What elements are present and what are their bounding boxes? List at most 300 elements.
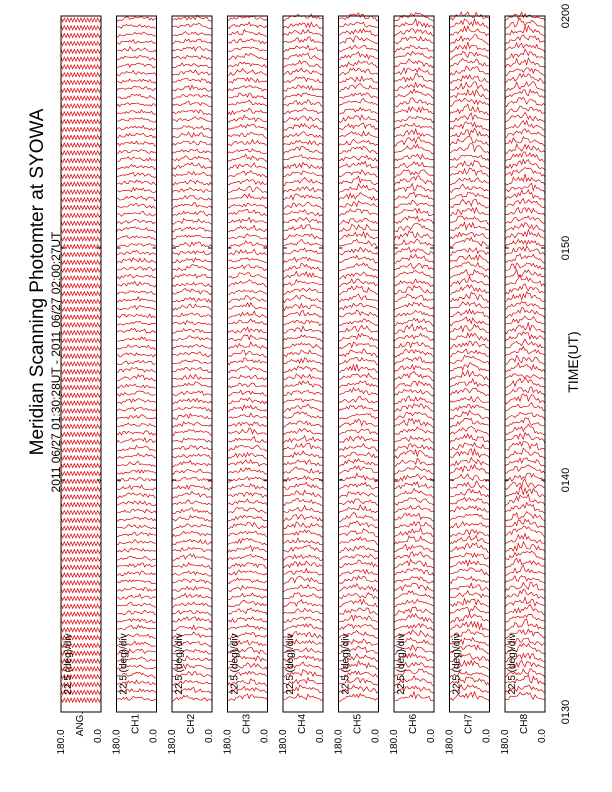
scan-trace: [339, 624, 379, 631]
scan-trace: [172, 110, 212, 115]
scan-trace: [117, 274, 157, 279]
scan-trace: [117, 423, 157, 427]
scan-trace: [228, 179, 268, 184]
scan-trace: [117, 118, 157, 123]
scan-trace: [339, 36, 379, 44]
scale-label: 22.5 (deg)/div: [229, 633, 241, 695]
scan-trace: [228, 413, 268, 419]
scan-trace: [394, 170, 434, 178]
scan-trace: [505, 174, 545, 185]
scan-trace: [172, 265, 212, 272]
scan-trace: [172, 430, 212, 436]
scan-trace: [505, 558, 545, 567]
scan-trace: [339, 93, 379, 100]
scan-trace: [339, 599, 379, 607]
scan-trace: [228, 428, 268, 434]
scan-trace: [61, 698, 101, 702]
scan-trace: [450, 309, 490, 319]
scan-trace: [394, 488, 434, 497]
channel-label: CH5: [352, 713, 364, 735]
scan-trace: [117, 353, 157, 357]
scan-trace: [283, 412, 323, 418]
scan-trace: [117, 509, 157, 513]
scan-trace: [450, 26, 490, 36]
scan-trace: [450, 104, 490, 115]
scan-trace: [394, 123, 434, 130]
scan-trace: [450, 622, 490, 631]
trace-group: [283, 14, 323, 700]
scan-trace: [283, 310, 323, 317]
scan-trace: [61, 174, 101, 178]
scan-trace: [283, 490, 323, 497]
scan-trace: [117, 321, 157, 325]
scan-trace: [117, 32, 157, 37]
scan-trace: [61, 370, 101, 374]
scan-trace: [505, 576, 545, 584]
scan-trace: [228, 600, 268, 607]
scan-trace: [450, 155, 490, 162]
scan-trace: [228, 445, 268, 451]
scan-trace: [505, 199, 545, 208]
scan-trace: [339, 333, 379, 342]
scan-trace: [394, 474, 434, 482]
scan-trace: [228, 218, 268, 223]
scan-trace: [339, 224, 379, 231]
scan-trace: [505, 347, 545, 357]
scan-trace: [172, 485, 212, 490]
scale-label: 22.5 (deg)/div: [507, 633, 518, 695]
scan-trace: [117, 610, 157, 615]
scan-trace: [172, 242, 212, 247]
scan-trace: [61, 339, 101, 343]
scan-trace: [339, 139, 379, 146]
x-tick-label: 0130: [560, 699, 572, 725]
scan-trace: [283, 45, 323, 52]
scan-trace: [505, 551, 545, 560]
scan-trace: [228, 203, 268, 208]
scan-trace: [117, 103, 157, 107]
scan-trace: [117, 110, 157, 115]
scan-trace: [61, 49, 101, 53]
x-axis-label: TIME(UT): [565, 331, 581, 393]
scan-trace: [172, 297, 212, 302]
scan-trace: [172, 163, 212, 170]
scan-trace: [394, 419, 434, 428]
channel-label: ANG.: [75, 711, 86, 737]
scan-trace: [172, 360, 212, 364]
scan-trace: [172, 39, 212, 45]
scan-trace: [172, 94, 212, 99]
scan-trace: [61, 143, 101, 147]
scan-trace: [61, 73, 101, 77]
panel-ch7: [445, 12, 493, 755]
scan-trace: [61, 401, 101, 405]
scan-trace: [228, 531, 268, 537]
scan-trace: [505, 58, 545, 68]
scan-trace: [450, 317, 490, 326]
scan-trace: [61, 88, 101, 92]
scan-trace: [228, 375, 268, 380]
scan-trace: [450, 208, 490, 217]
scan-trace: [228, 492, 268, 497]
channel-label: CH8: [519, 713, 530, 735]
scan-trace: [505, 97, 545, 107]
scan-trace: [283, 399, 323, 404]
scan-trace: [172, 617, 212, 623]
scan-trace: [505, 190, 545, 201]
scan-trace: [339, 319, 379, 326]
scan-trace: [505, 442, 545, 451]
scan-trace: [61, 300, 101, 304]
scan-trace: [450, 59, 490, 68]
scan-trace: [505, 374, 545, 380]
scan-trace: [339, 325, 379, 333]
scan-trace: [394, 498, 434, 506]
scan-trace: [339, 45, 379, 51]
scan-trace: [117, 235, 157, 239]
scan-trace: [450, 443, 490, 451]
scan-trace: [228, 453, 268, 459]
scan-trace: [450, 82, 490, 92]
scan-trace: [61, 315, 101, 319]
scan-trace: [283, 460, 323, 466]
scan-trace: [117, 493, 157, 498]
scan-trace: [117, 603, 157, 607]
scan-trace: [339, 161, 379, 170]
scan-trace: [172, 579, 212, 584]
scan-trace: [505, 302, 545, 310]
scan-trace: [61, 135, 101, 139]
scan-trace: [394, 154, 434, 161]
y-tick-max: 180.0: [333, 729, 345, 755]
scan-trace: [61, 503, 101, 507]
scan-trace: [228, 499, 268, 506]
scan-trace: [228, 265, 268, 271]
scale-label: 22.5 (deg)/div: [451, 633, 463, 695]
scan-trace: [450, 458, 490, 466]
scan-trace: [61, 26, 101, 30]
scan-trace: [117, 196, 157, 201]
scan-trace: [450, 481, 490, 490]
scan-trace: [339, 22, 379, 27]
scan-trace: [117, 24, 157, 29]
scan-trace: [505, 183, 545, 193]
scan-trace: [283, 404, 323, 412]
scan-trace: [61, 190, 101, 194]
scan-trace: [505, 292, 545, 302]
scan-trace: [61, 511, 101, 515]
scan-trace: [61, 182, 101, 186]
scan-trace: [117, 625, 157, 630]
panel-frame: [117, 16, 157, 712]
scan-trace: [450, 363, 490, 372]
scan-trace: [394, 536, 434, 545]
scan-trace: [228, 290, 268, 295]
scan-trace: [61, 237, 101, 241]
scan-trace: [450, 514, 490, 520]
scan-trace: [117, 563, 157, 568]
panel-frame: [283, 16, 323, 712]
scan-trace: [228, 194, 268, 200]
scan-trace: [172, 547, 212, 552]
scan-trace: [228, 124, 268, 130]
scan-trace: [61, 65, 101, 69]
scan-trace: [450, 285, 490, 295]
scan-trace: [339, 256, 379, 264]
panel-ch2: [167, 15, 215, 755]
scan-trace: [117, 594, 157, 599]
scan-trace: [450, 543, 490, 553]
trace-group: [339, 13, 379, 701]
scan-trace: [339, 615, 379, 623]
scan-trace: [339, 576, 379, 584]
scan-trace: [117, 367, 157, 372]
scan-trace: [339, 505, 379, 514]
scan-trace: [172, 70, 212, 75]
scan-trace: [117, 40, 157, 45]
scan-trace: [505, 316, 545, 324]
scan-trace: [172, 610, 212, 615]
scan-trace: [117, 219, 157, 224]
scan-trace: [394, 247, 434, 255]
scan-trace: [117, 485, 157, 490]
scan-trace: [228, 358, 268, 365]
scan-trace: [117, 580, 157, 585]
scan-trace: [394, 342, 434, 349]
scan-trace: [61, 276, 101, 280]
scan-trace: [117, 399, 157, 405]
scan-trace: [394, 466, 434, 475]
scan-trace: [172, 461, 212, 467]
scan-trace: [394, 216, 434, 224]
scan-trace: [339, 61, 379, 68]
x-tick-label: 0140: [560, 467, 572, 493]
scale-label: 22.5 (deg)/div: [396, 633, 407, 695]
scan-trace: [61, 440, 101, 444]
scan-trace: [339, 13, 379, 22]
scan-trace: [505, 533, 545, 543]
scan-trace: [61, 159, 101, 163]
scan-trace: [283, 498, 323, 505]
scan-trace: [283, 140, 323, 145]
scan-trace: [172, 117, 212, 122]
scan-trace: [61, 18, 101, 22]
scan-trace: [505, 378, 545, 388]
scan-trace: [339, 209, 379, 216]
scale-label: 22.5 (deg)/div: [174, 633, 185, 695]
scan-trace: [172, 141, 212, 146]
scan-trace: [283, 482, 323, 489]
scan-trace: [283, 132, 323, 139]
scan-trace: [283, 366, 323, 373]
y-tick-max: 180.0: [56, 729, 67, 755]
scan-trace: [61, 346, 101, 350]
chart-subtitle: 2011 06/27 01:30:28UT - 2011 06/27 02:00:27UT: [49, 231, 63, 493]
scan-trace: [339, 560, 379, 568]
scan-trace: [283, 263, 323, 271]
scan-trace: [339, 429, 379, 435]
scan-trace: [283, 530, 323, 537]
scan-trace: [394, 528, 434, 537]
scan-trace: [228, 154, 268, 162]
scan-trace: [172, 563, 212, 569]
scan-trace: [117, 94, 157, 99]
scan-trace: [172, 515, 212, 521]
scan-trace: [450, 427, 490, 436]
scan-trace: [339, 388, 379, 395]
scan-trace: [172, 211, 212, 216]
scan-trace: [339, 115, 379, 123]
scan-trace: [505, 74, 545, 83]
scan-trace: [172, 258, 212, 264]
scan-trace: [117, 187, 157, 193]
scan-trace: [450, 379, 490, 388]
scan-trace: [283, 467, 323, 474]
scan-trace: [505, 90, 545, 100]
scan-trace: [117, 375, 157, 381]
scan-trace: [283, 561, 323, 568]
scan-trace: [61, 393, 101, 397]
scan-trace: [450, 237, 490, 247]
scan-trace: [61, 620, 101, 624]
scan-trace: [228, 149, 268, 154]
scan-trace: [228, 405, 268, 412]
scan-trace: [394, 294, 434, 302]
scan-trace: [283, 506, 323, 514]
scan-trace: [117, 587, 157, 591]
scan-trace: [228, 225, 268, 232]
scan-trace: [505, 246, 545, 256]
scan-trace: [339, 537, 379, 545]
scan-trace: [117, 431, 157, 436]
scan-trace: [228, 163, 268, 170]
scan-trace: [172, 85, 212, 91]
scan-trace: [394, 324, 434, 334]
chart-title: Meridian Scanning Photomter at SYOWA: [27, 108, 48, 456]
scan-trace: [117, 696, 157, 701]
y-tick-max: 180.0: [222, 729, 234, 755]
scan-trace: [117, 16, 157, 21]
scan-trace: [339, 123, 379, 131]
scan-trace: [394, 184, 434, 193]
scan-trace: [339, 396, 379, 403]
scan-trace: [450, 591, 490, 598]
scan-trace: [117, 517, 157, 522]
scan-trace: [283, 234, 323, 240]
scan-trace: [394, 13, 434, 21]
scan-trace: [339, 272, 379, 279]
scan-trace: [394, 254, 434, 263]
scan-trace: [283, 187, 323, 194]
scan-trace: [505, 49, 545, 59]
scan-trace: [172, 422, 212, 428]
scan-trace: [283, 451, 323, 459]
scale-label: 22.5 (deg)/div: [285, 633, 296, 695]
scan-trace: [450, 51, 490, 59]
scan-trace: [450, 270, 490, 280]
scan-trace: [172, 446, 212, 450]
scan-trace: [450, 90, 490, 100]
scan-trace: [61, 120, 101, 124]
scan-trace: [505, 223, 545, 232]
scan-trace: [172, 219, 212, 225]
scan-trace: [228, 140, 268, 146]
scan-trace: [450, 434, 490, 444]
channel-label: CH1: [130, 713, 142, 735]
scan-trace: [505, 448, 545, 459]
scan-trace: [394, 371, 434, 380]
scan-trace: [450, 113, 490, 122]
trace-group: [117, 16, 157, 701]
scan-trace: [117, 157, 157, 162]
scan-trace: [450, 178, 490, 185]
scan-trace: [61, 268, 101, 272]
scan-trace: [117, 345, 157, 350]
scan-trace: [228, 342, 268, 350]
scan-trace: [228, 460, 268, 466]
panel-ch5: [334, 13, 382, 755]
scan-trace: [394, 591, 434, 600]
scan-trace: [228, 515, 268, 521]
scan-trace: [61, 581, 101, 585]
scan-trace: [61, 464, 101, 468]
scan-trace: [394, 583, 434, 591]
y-tick-max: 180.0: [167, 729, 178, 755]
scan-trace: [228, 69, 268, 76]
panel-ch1: [112, 16, 160, 755]
scan-trace: [228, 624, 268, 631]
scan-trace: [450, 144, 490, 155]
scan-trace: [172, 554, 212, 561]
scan-trace: [117, 571, 157, 576]
scan-trace: [228, 273, 268, 280]
scan-trace: [283, 248, 323, 255]
scan-trace: [450, 614, 490, 624]
scan-trace: [228, 319, 268, 325]
scan-trace: [505, 487, 545, 497]
scan-trace: [172, 156, 212, 163]
scan-trace: [117, 267, 157, 271]
scan-trace: [172, 32, 212, 36]
scan-trace: [283, 218, 323, 224]
y-tick-min: 0.0: [148, 729, 160, 743]
scan-trace: [394, 552, 434, 560]
scan-trace: [61, 229, 101, 233]
scan-trace: [172, 63, 212, 68]
panel-ch4: [278, 14, 326, 754]
scan-trace: [228, 570, 268, 576]
scan-trace: [172, 594, 212, 600]
scan-trace: [228, 437, 268, 443]
scan-trace: [450, 370, 490, 379]
scan-trace: [117, 86, 157, 91]
scan-trace: [339, 608, 379, 615]
channel-label: CH2: [186, 713, 197, 735]
scan-trace: [61, 292, 101, 296]
scan-trace: [450, 248, 490, 256]
scan-trace: [339, 483, 379, 490]
scan-trace: [172, 282, 212, 287]
scan-trace: [394, 349, 434, 357]
trace-group: [450, 12, 490, 702]
scan-trace: [172, 367, 212, 372]
scan-trace: [450, 553, 490, 560]
scan-trace: [394, 310, 434, 318]
scan-trace: [61, 589, 101, 593]
scan-trace: [505, 308, 545, 319]
scan-trace: [394, 357, 434, 365]
scan-trace: [339, 364, 379, 373]
